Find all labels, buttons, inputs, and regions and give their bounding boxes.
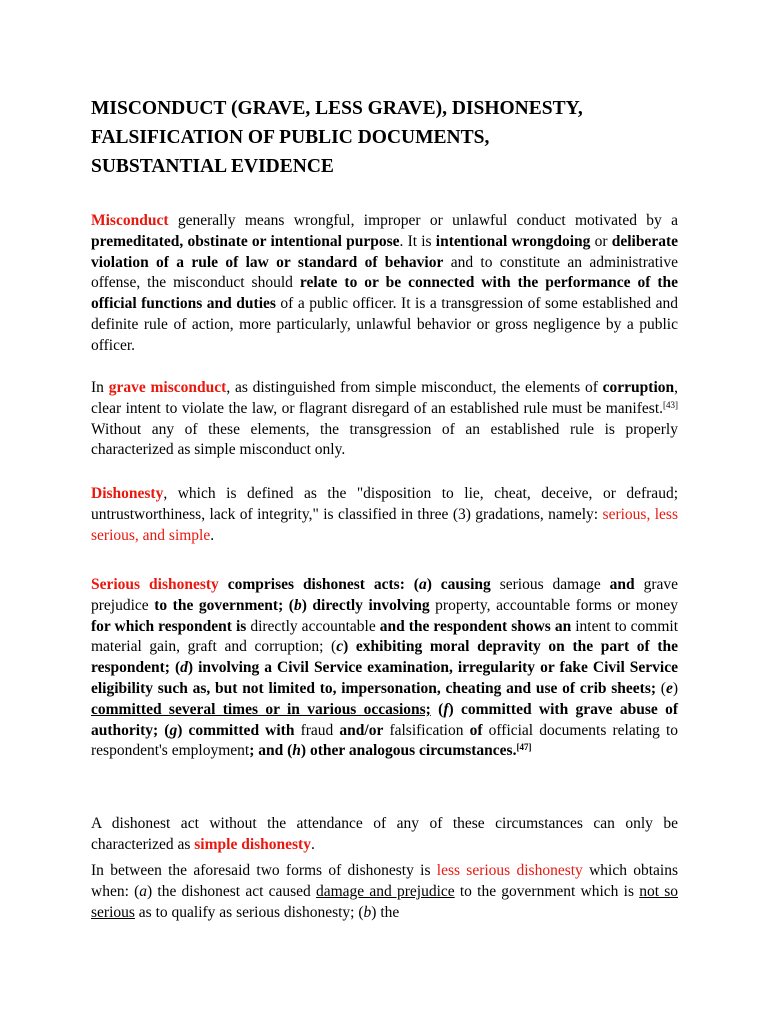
- less-serious-dishonesty-paragraph: [91, 861, 678, 923]
- bold-text: and/or: [339, 721, 384, 739]
- item-letter: h: [292, 742, 301, 760]
- bold-text: deliberate violation of a rule of law or standard of behavior: [91, 232, 678, 271]
- bold-text: ) committed with grave abuse of authority; (: [91, 700, 678, 739]
- underlined-text: not so serious: [91, 882, 679, 921]
- underlined-text: damage and prejudice: [315, 882, 455, 900]
- bold-text: comprises dishonest acts: (: [218, 576, 419, 593]
- footnote-ref: [47]: [516, 742, 532, 753]
- text: , as distinguished from simple misconduct, the elements of: [226, 379, 603, 396]
- text: directly accountable: [246, 617, 380, 635]
- item-letter: e: [665, 679, 673, 697]
- misconduct-definition-paragraph: [91, 211, 678, 357]
- text: .: [310, 835, 315, 853]
- text: ) the dishonest act caused: [147, 882, 316, 900]
- term-simple-dishonesty: simple dishonesty: [194, 835, 311, 853]
- footnote-ref: [43]: [663, 399, 678, 410]
- item-letter: a: [418, 576, 427, 593]
- item-letter: g: [169, 721, 178, 739]
- text: , clear intent to violate the law, or flagrant disregard of an established rule must be manifest.: [91, 379, 678, 417]
- bold-text: (: [430, 700, 444, 718]
- title-line-1: MISCONDUCT (GRAVE, LESS GRAVE), DISHONESTY,: [91, 98, 583, 119]
- bold-text: and the respondent shows an: [379, 617, 572, 635]
- bold-text: premeditated, obstinate or intentional purpose: [91, 232, 400, 250]
- bold-text: ) other analogous circumstances.: [300, 742, 517, 760]
- text: (: [656, 679, 666, 697]
- item-letter: b: [293, 596, 302, 614]
- bold-text: ) directly involving: [301, 596, 430, 614]
- text: intent to commit material gain, graft and corruption; (: [91, 617, 678, 656]
- gradations-text: serious, less serious, and simple: [91, 505, 678, 544]
- item-letter: d: [180, 659, 188, 677]
- term-grave-misconduct: grave misconduct: [108, 379, 227, 396]
- bold-text: and: [609, 576, 635, 593]
- text: fraud: [294, 721, 340, 739]
- text: generally means wrongful, improper or unlawful conduct motivated by a: [168, 212, 678, 229]
- text: grave prejudice: [91, 576, 679, 614]
- text: as to qualify as serious dishonesty; (: [134, 903, 364, 921]
- bold-text: for which respondent is: [91, 617, 247, 635]
- text: ) the: [371, 903, 400, 921]
- text: In: [91, 379, 109, 396]
- text: of a public officer. It is a transgression of some established and definite rule of action, more particularly, unlawful behavior or gross negligence by a public officer.: [91, 295, 678, 354]
- text: to the government which is: [454, 882, 640, 900]
- underlined-text: committed several times or in various occasions;: [91, 700, 431, 718]
- bold-text: relate to or be connected with the performance of the official functions and duties: [91, 274, 679, 313]
- text: Without any of these elements, the transgression of an established rule is properly characterized as simple misconduct only.: [91, 420, 678, 459]
- text: official documents relating to respondent's employment: [91, 721, 679, 760]
- item-letter: f: [443, 700, 449, 718]
- item-letter: a: [139, 882, 148, 900]
- bold-text: ; and (: [249, 742, 293, 760]
- text: ): [672, 679, 678, 697]
- text: In between the aforesaid two forms of dishonesty is: [91, 862, 437, 879]
- item-letter: b: [363, 903, 372, 921]
- bold-text: intentional wrongdoing: [435, 232, 591, 250]
- text: which obtains when: (: [91, 862, 679, 900]
- text: serious damage: [490, 576, 610, 593]
- serious-dishonesty-paragraph: [91, 575, 678, 762]
- text: and to constitute an administrative offense, the misconduct should: [91, 253, 678, 292]
- bold-text: to the government; (: [154, 596, 294, 614]
- text: , which is defined as the "disposition to lie, cheat, deceive, or defraud; untrustworthiness, lack of integrity," is classified in three (3) gradations, namely:: [91, 485, 678, 523]
- dishonesty-definition-paragraph: [91, 484, 678, 546]
- text: . It is: [399, 232, 436, 250]
- grave-misconduct-paragraph: [91, 378, 678, 461]
- text: A dishonest act without the attendance of any of these circumstances can only be characterized as: [91, 815, 678, 853]
- bold-text: of: [469, 721, 483, 739]
- text: or: [590, 232, 612, 250]
- document-title: [91, 94, 731, 181]
- text: falsification: [383, 721, 470, 739]
- text: .: [210, 526, 215, 544]
- item-letter: c: [336, 638, 344, 656]
- bold-text: ) exhibiting moral depravity on the part of the respondent; (: [91, 638, 678, 677]
- title-line-3: SUBSTANTIAL EVIDENCE: [91, 156, 334, 177]
- bold-text: corruption: [602, 379, 675, 396]
- title-line-2: FALSIFICATION OF PUBLIC DOCUMENTS,: [91, 127, 490, 148]
- text: property, accountable forms or money: [429, 596, 678, 614]
- bold-text: ) committed with: [177, 721, 295, 739]
- simple-dishonesty-paragraph: [91, 814, 678, 856]
- bold-text: ) involving a Civil Service examination, irregularity or fake Civil Service eligibility such as, but not limited to, impersonation, cheating and use of crib sheets;: [91, 659, 678, 697]
- term-serious-dishonesty: Serious dishonesty: [91, 576, 219, 593]
- term-dishonesty: Dishonesty: [91, 485, 164, 502]
- term-misconduct: Misconduct: [91, 212, 169, 229]
- bold-text: ) causing: [426, 576, 491, 593]
- term-less-serious-dishonesty: less serious dishonesty: [436, 862, 583, 879]
